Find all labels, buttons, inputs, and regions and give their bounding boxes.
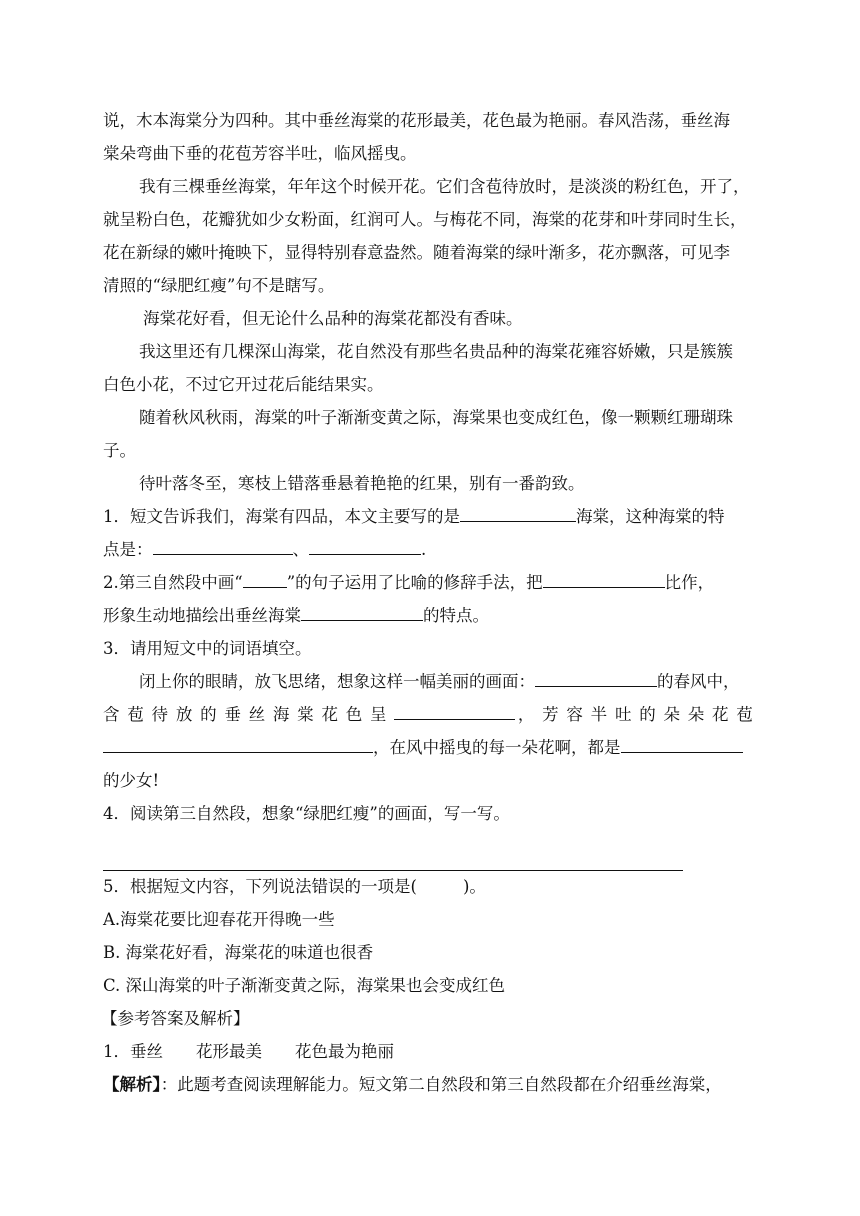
analysis-line: 【解析】：此题考查阅读理解能力。短文第二自然段和第三自然段都在介绍垂丝海棠， [103,1075,722,1094]
question-3-text: ，在风中摇曳的每一朵花啊，都是 [103,731,758,764]
answer-blank[interactable] [460,501,576,522]
answer-writing-line[interactable] [103,870,683,871]
answer-blank[interactable] [309,534,421,555]
passage-line: 棠朵弯曲下垂的花苞芳容半吐，临风摇曳。 [103,144,417,163]
option-a: A.海棠花要比迎春花开得晚一些 [103,910,335,929]
passage-line: 我有三棵垂丝海棠，年年这个时候开花。它们含苞待放时，是淡淡的粉红色，开了， [139,177,750,196]
passage-line: 花在新绿的嫩叶掩映下，显得特别春意盎然。随着海棠的绿叶渐多，花亦飘落，可见李 [103,243,730,262]
passage-line: 就呈粉白色，花瓣犹如少女粉面，红润可人。与梅花不同，海棠的花芽和叶芽同时生长， [103,210,747,229]
question-5: 5．根据短文内容，下列说法错误的一项是( )。 [103,877,486,896]
answer-blank[interactable] [301,600,423,621]
question-2-cont: 形象生动地描绘出垂丝海棠 的特点。 [103,599,758,632]
answer-blank[interactable] [243,567,287,588]
answer-blank[interactable] [621,732,743,753]
passage-line: 说，木本海棠分为四种。其中垂丝海棠的花形最美，花色最为艳丽。春风浩荡，垂丝海 [103,111,730,130]
option-c: C. 深山海棠的叶子渐渐变黄之际，海棠果也会变成红色 [103,976,506,995]
question-1-cont: 点是： 、 . [103,533,758,566]
passage-line: 清照的“绿肥红瘦”句不是瞎写。 [103,276,335,295]
answer-blank[interactable] [535,666,657,687]
passage-line: 随着秋风秋雨，海棠的叶子渐渐变黄之际，海棠果也变成红色，像一颗颗红珊瑚珠 [139,408,733,427]
passage-line: 海棠花好看，但无论什么品种的海棠花都没有香味。 [143,309,523,328]
question-3-text: 闭上你的眼睛，放飞思绪，想象这样一幅美丽的画面： 的春风中， [103,665,758,698]
question-2: 2.第三自然段中画“ ”的句子运用了比喻的修辞手法，把 比作， [103,566,758,599]
answer-blank[interactable] [543,567,665,588]
analysis-label: 【解析】 [103,1075,161,1094]
question-4: 4．阅读第三自然段，想象“绿肥红瘦”的画面，写一写。 [103,804,510,823]
answer-1: 1．垂丝 花形最美 花色最为艳丽 [103,1042,394,1061]
option-b: B. 海棠花好看，海棠花的味道也很香 [103,943,374,962]
answers-title: 【参考答案及解析】 [101,1009,250,1028]
answer-blank[interactable] [153,534,293,555]
answer-blank[interactable] [103,732,373,753]
passage-line: 我这里还有几棵深山海棠，花自然没有那些名贵品种的海棠花雍容娇嫩，只是簇簇 [139,342,733,361]
answer-blank[interactable] [394,699,515,720]
passage-line: 白色小花，不过它开过花后能结果实。 [103,375,384,394]
question-3-text: 含苞待放的垂丝海棠花色呈 ，芳容半吐的朵朵花苞 [103,698,758,731]
question-1: 1．短文告诉我们，海棠有四品，本文主要写的是 海棠，这种海棠的特 [103,500,758,533]
passage-line: 待叶落冬至，寒枝上错落垂悬着艳艳的红果，别有一番韵致。 [139,474,585,493]
question-3-title: 3．请用短文中的词语填空。 [103,639,312,658]
passage-line: 子。 [103,441,136,460]
document-body [103,104,758,1101]
question-3-text: 的少女! [103,771,160,790]
